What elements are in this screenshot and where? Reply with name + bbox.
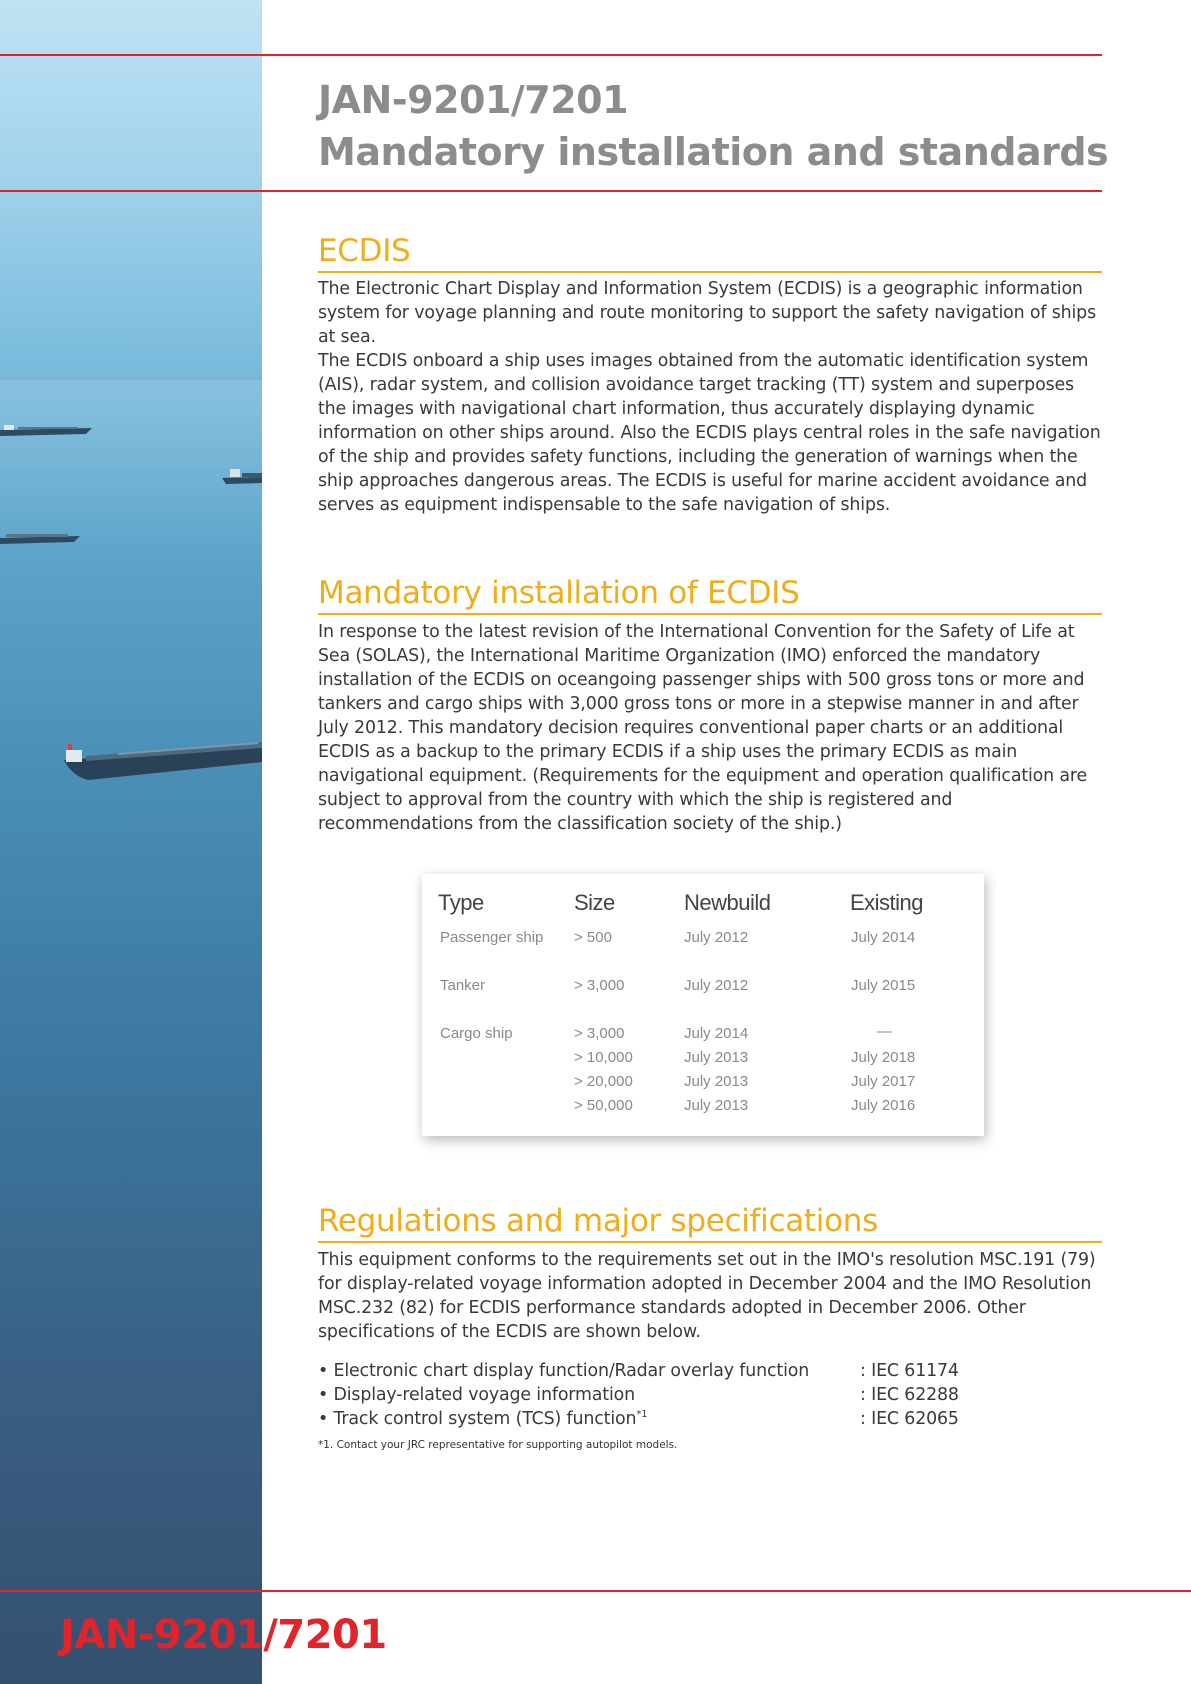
- regulations-paragraph: This equipment conforms to the requirements set out in the IMO's resolution MSC.191 (79) for display-related voyage information adopted in December 2004 and the IMO Resolution MSC.232 (82) for ECDIS performance standards adopted in December 2006. Other specifications of the ECDIS are shown below.: [318, 1250, 1096, 1342]
- cell-existing: July 2016: [851, 1097, 916, 1114]
- spec-name: [318, 1409, 647, 1429]
- ship-image-3: [0, 528, 82, 548]
- ship-image-1: [0, 418, 100, 440]
- spec-item: [318, 1385, 958, 1409]
- cell-newbuild: July 2014: [684, 1025, 749, 1042]
- footer-rule: [0, 1590, 1191, 1592]
- cell-newbuild: July 2013: [684, 1049, 749, 1066]
- spec-name: • Electronic chart display function/Radar overlay function: [318, 1361, 810, 1381]
- spec-standard: : IEC 62065: [860, 1409, 959, 1429]
- cell-size: > 20,000: [574, 1073, 633, 1090]
- header-top-rule: [0, 54, 1102, 56]
- cell-type: Passenger ship: [440, 929, 544, 946]
- cell-size: > 10,000: [574, 1049, 633, 1066]
- spec-standard: : IEC 62288: [860, 1385, 959, 1405]
- cell-existing: July 2014: [851, 929, 916, 946]
- cell-size: > 3,000: [574, 977, 625, 994]
- ecdis-section: [318, 232, 1102, 517]
- spec-name: • Display-related voyage information: [318, 1385, 636, 1405]
- header-bottom-rule: [0, 190, 1102, 192]
- cell-newbuild: July 2012: [684, 929, 749, 946]
- cell-newbuild: July 2013: [684, 1097, 749, 1114]
- cell-type: Tanker: [440, 977, 486, 994]
- cell-existing: July 2017: [851, 1073, 916, 1090]
- spec-item: [318, 1361, 958, 1385]
- cell-size: > 500: [574, 929, 612, 946]
- cell-size: > 3,000: [574, 1025, 625, 1042]
- regulations-heading: Regulations and major specifications: [318, 1202, 1102, 1243]
- col-header-existing: Existing: [850, 890, 924, 915]
- col-header-size: Size: [574, 890, 615, 915]
- ecdis-paragraph-1: The Electronic Chart Display and Information System (ECDIS) is a geographic information system for voyage planning and route monitoring to support the safety navigation of ships at sea.: [318, 279, 1096, 347]
- ship-image-2: [220, 462, 262, 488]
- cell-type: Cargo ship: [440, 1025, 513, 1042]
- cell-existing: —: [877, 1023, 892, 1040]
- cell-existing: July 2015: [851, 977, 916, 994]
- cell-existing: July 2018: [851, 1049, 916, 1066]
- sea-photo-panel: [0, 0, 262, 1684]
- ecdis-paragraph-2: The ECDIS onboard a ship uses images obtained from the automatic identification system (AIS), radar system, and collision avoidance target tracking (TT) system and superposes the images with navigational chart information, thus accurately displaying dynamic information on other ships around. Also the ECDIS plays central roles in the safe navigation of the ship and provides safety functions, including the generation of warnings when the ship approaches dangerous areas. The ECDIS is useful for marine accident avoidance and serves as equipment indispensable to the safe navigation of ships.: [318, 351, 1101, 515]
- ecdis-heading: ECDIS: [318, 232, 1102, 273]
- col-header-newbuild: Newbuild: [684, 890, 771, 915]
- mandatory-paragraph: In response to the latest revision of the International Convention for the Safety of Life at Sea (SOLAS), the International Maritime Organization (IMO) enforced the mandatory installation of the ECDIS on oceangoing passenger ships with 500 gross tons or more and tankers and cargo ships with 3,000 gross tons or more in a stepwise manner in and after July 2012. This mandatory decision requires conventional paper charts or an additional ECDIS as a backup to the primary ECDIS if a ship uses the primary ECDIS as main navigational equipment. (Requirements for the equipment and operation qualification are subject to approval from the country with which the ship is registered and recommendations from the classification society of the ship.): [318, 622, 1088, 834]
- page-title: [318, 74, 1108, 178]
- regulations-section: [318, 1202, 1102, 1344]
- installation-schedule-table: [422, 874, 984, 1136]
- title-model: JAN-9201/7201: [318, 78, 629, 122]
- spec-name-text: • Track control system (TCS) function: [318, 1409, 637, 1429]
- spec-standard: : IEC 61174: [860, 1361, 959, 1381]
- footnote-marker: *1: [636, 1409, 648, 1421]
- cell-newbuild: July 2012: [684, 977, 749, 994]
- spec-item: [318, 1409, 958, 1433]
- cell-size: > 50,000: [574, 1097, 633, 1114]
- footer-model-name: JAN-9201/7201: [60, 1612, 387, 1658]
- footnote: *1. Contact your JRC representative for supporting autopilot models.: [318, 1439, 678, 1451]
- title-subject: Mandatory installation and standards: [318, 130, 1109, 174]
- mandatory-section: [318, 574, 1102, 836]
- col-header-type: Type: [438, 890, 484, 915]
- cell-newbuild: July 2013: [684, 1073, 749, 1090]
- ship-image-4: [58, 730, 262, 786]
- mandatory-heading: Mandatory installation of ECDIS: [318, 574, 1102, 615]
